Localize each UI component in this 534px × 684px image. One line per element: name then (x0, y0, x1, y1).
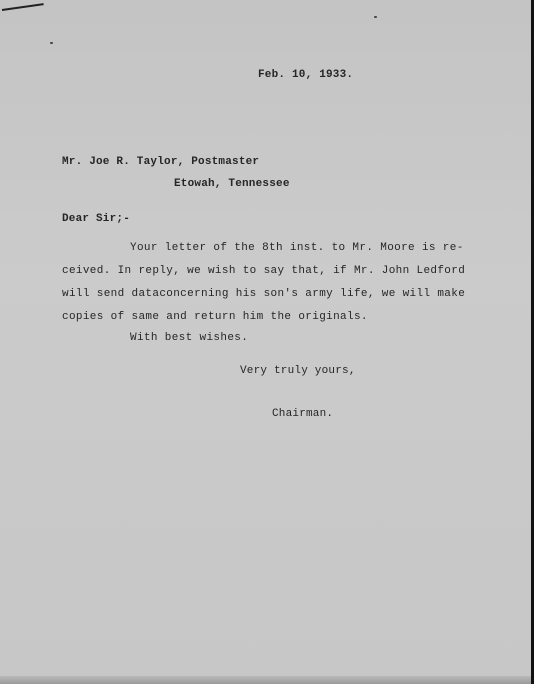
signature-title: Chairman. (272, 408, 334, 420)
body-line: With best wishes. (130, 332, 249, 344)
body-line: Your letter of the 8th inst. to Mr. Moore is re- (130, 242, 464, 254)
scan-edge (0, 676, 534, 684)
body-line: copies of same and return him the originals. (62, 311, 368, 323)
body-line: ceived. In reply, we wish to say that, if Mr. John Ledford (62, 265, 466, 277)
body-line: will send dataconcerning his son's army life, we will make (62, 288, 466, 300)
recipient-location: Etowah, Tennessee (174, 178, 290, 190)
salutation: Dear Sir;- (62, 213, 131, 225)
recipient-name: Mr. Joe R. Taylor, Postmaster (62, 156, 260, 168)
letter-date: Feb. 10, 1933. (258, 69, 354, 81)
paper-speck (374, 16, 377, 18)
closing: Very truly yours, (240, 365, 356, 377)
pen-mark (2, 3, 44, 11)
paper-speck (50, 42, 53, 44)
